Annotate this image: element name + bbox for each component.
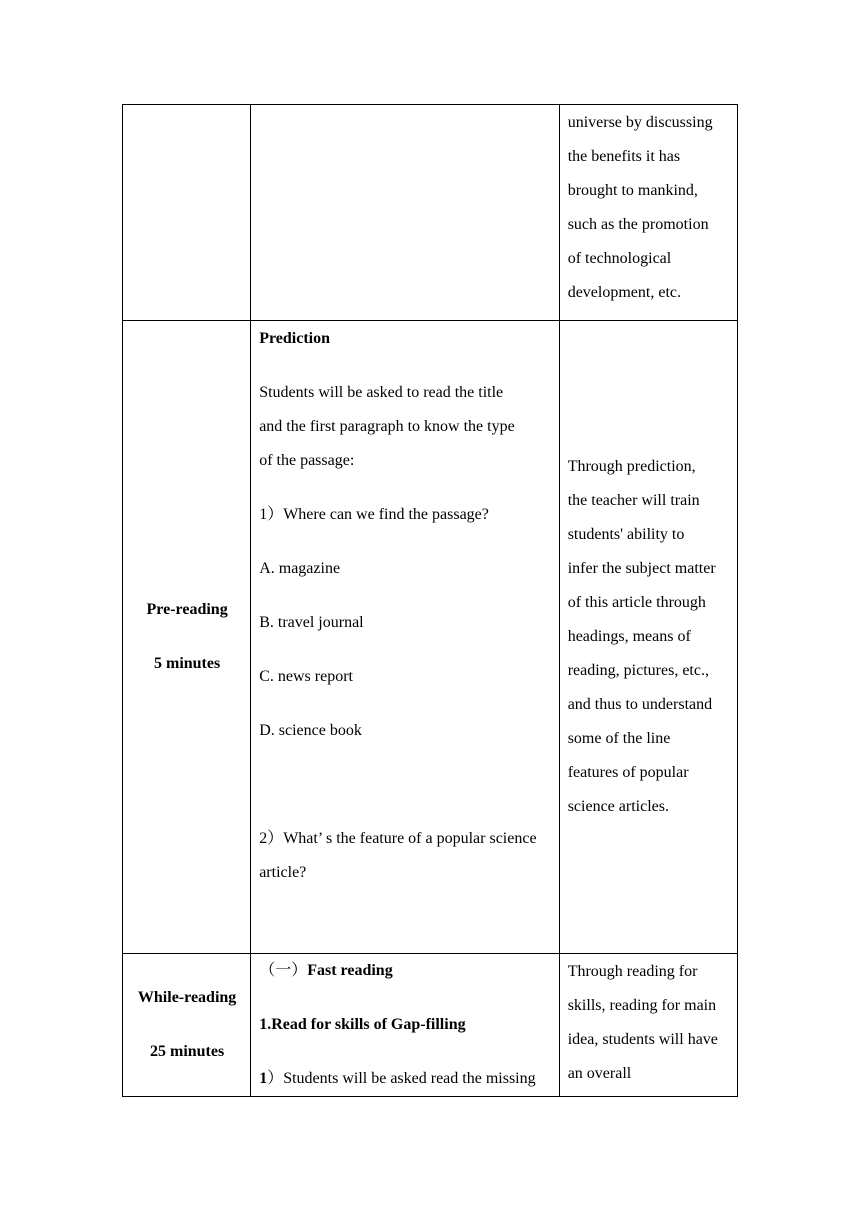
stage-duration: 25 minutes	[149, 1043, 225, 1060]
purpose-line: of this article through	[567, 594, 706, 611]
purpose-line: and thus to understand	[567, 696, 713, 713]
activity-text: and the first paragraph to know the type	[259, 418, 515, 435]
item-number: 1	[259, 1070, 268, 1087]
purpose-line: the benefits it has	[567, 148, 681, 165]
table-row	[123, 321, 738, 954]
purpose-line: Through prediction,	[567, 458, 696, 475]
option-d: D. science book	[259, 722, 362, 739]
purpose-line: headings, means of	[567, 628, 691, 645]
stage-duration: 5 minutes	[153, 655, 221, 672]
purpose-line: such as the promotion	[567, 216, 709, 233]
activity-cell	[251, 105, 560, 321]
activity-heading: Fast reading	[307, 962, 393, 979]
purpose-cell	[559, 321, 737, 954]
purpose-line: development, etc.	[567, 284, 681, 301]
purpose-line: infer the subject matter	[567, 560, 716, 577]
stage-cell	[123, 321, 251, 954]
purpose-line: Through reading for	[567, 963, 698, 980]
activity-cell	[251, 954, 560, 1097]
activity-heading: Prediction	[259, 330, 331, 347]
stage-label: Pre-reading	[146, 601, 228, 618]
table-row	[123, 105, 738, 321]
purpose-line: brought to mankind,	[567, 182, 698, 199]
purpose-line: universe by discussing	[567, 114, 713, 131]
stage-cell	[123, 105, 251, 321]
purpose-line: idea, students will have	[567, 1031, 718, 1048]
purpose-line: some of the line	[567, 730, 671, 747]
activity-text: of the passage:	[259, 452, 355, 469]
section-prefix: （一）	[259, 962, 308, 979]
purpose-line: students' ability to	[567, 526, 685, 543]
activity-text: Students will be asked to read the title	[259, 384, 504, 401]
activity-text: ）Students will be asked read the missing	[267, 1070, 536, 1087]
option-a: A. magazine	[259, 560, 341, 577]
stage-cell	[123, 954, 251, 1097]
purpose-line: an overall	[567, 1065, 632, 1082]
purpose-line: reading, pictures, etc.,	[567, 662, 709, 679]
question-2-cont: article?	[259, 864, 307, 881]
question-1: 1）Where can we find the passage?	[259, 506, 489, 523]
activity-cell	[251, 321, 560, 954]
lesson-plan-table	[122, 104, 738, 1097]
purpose-line: the teacher will train	[567, 492, 700, 509]
purpose-cell	[559, 105, 737, 321]
stage-label: While-reading	[137, 989, 237, 1006]
question-2: 2）What’ s the feature of a popular science	[259, 830, 537, 847]
purpose-line: science articles.	[567, 798, 669, 815]
table-row	[123, 954, 738, 1097]
activity-subheading: 1.Read for skills of Gap-filling	[259, 1016, 466, 1033]
purpose-line: of technological	[567, 250, 672, 267]
option-c: C. news report	[259, 668, 353, 685]
option-b: B. travel journal	[259, 614, 364, 631]
purpose-cell	[559, 954, 737, 1097]
purpose-line: skills, reading for main	[567, 997, 717, 1014]
purpose-line: features of popular	[567, 764, 689, 781]
